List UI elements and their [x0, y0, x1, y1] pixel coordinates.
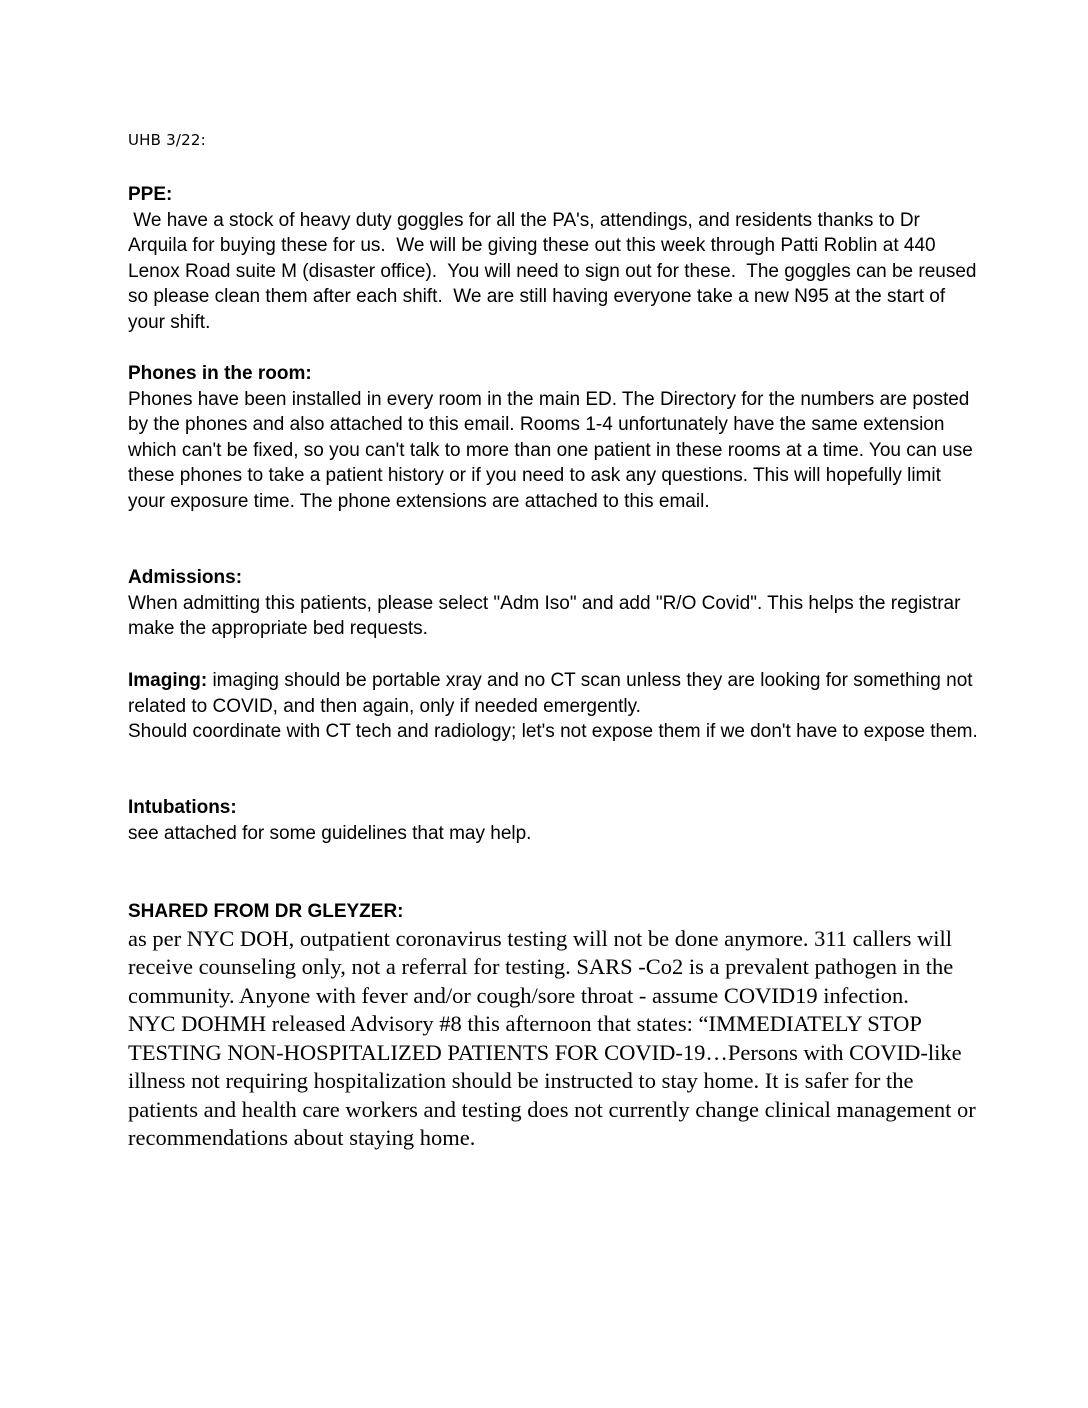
- section-ppe: [128, 182, 982, 335]
- shared-body: [128, 925, 978, 1153]
- section-phones: [128, 361, 978, 514]
- imaging-paragraph: [128, 668, 978, 719]
- intubations-body: see attached for some guidelines that may help.: [128, 822, 532, 844]
- section-shared: [128, 899, 978, 1153]
- section-admissions: [128, 565, 978, 642]
- ppe-heading: PPE:: [128, 184, 173, 205]
- imaging-body: imaging should be portable xray and no CT scan unless they are looking for something not related to COVID, and then again, only if needed emergently.: [128, 670, 973, 717]
- section-imaging: [128, 668, 978, 745]
- phones-body: Phones have been installed in every room in the main ED. The Directory for the numbers are posted by the phones and also attached to this email. Rooms 1-4 unfortunately have the same extension which can't be fixed, so you can't talk to more than one patient in these rooms at a time. You can use these phones to take a patient history or if you need to ask any questions. This will hopefully limit your exposure time. The phone extensions are attached to this email.: [128, 388, 973, 512]
- admissions-heading: Admissions:: [128, 567, 243, 588]
- shared-paragraph-1: as per NYC DOH, outpatient coronavirus testing will not be done anymore. 311 callers will receive counseling only, not a referral for testing. SARS -Co2 is a prevalent pathogen in the community. Anyone with fever and/or cough/sore throat - assume COVID19 infection.: [128, 925, 954, 1008]
- document-date-line: UHB 3/22:: [128, 131, 206, 149]
- ppe-body: We have a stock of heavy duty goggles for all the PA's, attendings, and residents thanks to Dr Arquila for buying these for us. We will be giving these out this week through Patti Roblin at 440 Lenox Road suite M (disaster office). You will need to sign out for these. The goggles can be reused so please clean them after each shift. We are still having everyone take a new N95 at the start of your shift.: [128, 209, 982, 333]
- phones-heading: Phones in the room:: [128, 363, 312, 384]
- section-intubations: [128, 795, 978, 846]
- shared-heading: SHARED FROM DR GLEYZER:: [128, 901, 404, 922]
- shared-paragraph-2: NYC DOHMH released Advisory #8 this afternoon that states: “IMMEDIATELY STOP TESTING NON-HOSPITALIZED PATIENTS FOR COVID-19…Persons with COVID-like illness not requiring hospitalization should be instructed to stay home. It is safer for the patients and health care workers and testing does not currently change clinical management or recommendations about staying home.: [128, 1011, 976, 1150]
- admissions-body: When admitting this patients, please select "Adm Iso" and add "R/O Covid". This helps the registrar make the appropriate bed requests.: [128, 592, 961, 639]
- imaging-body-2: Should coordinate with CT tech and radiology; let's not expose them if we don't have to expose them.: [128, 721, 978, 742]
- intubations-heading: Intubations:: [128, 797, 237, 818]
- imaging-heading: Imaging:: [128, 670, 208, 691]
